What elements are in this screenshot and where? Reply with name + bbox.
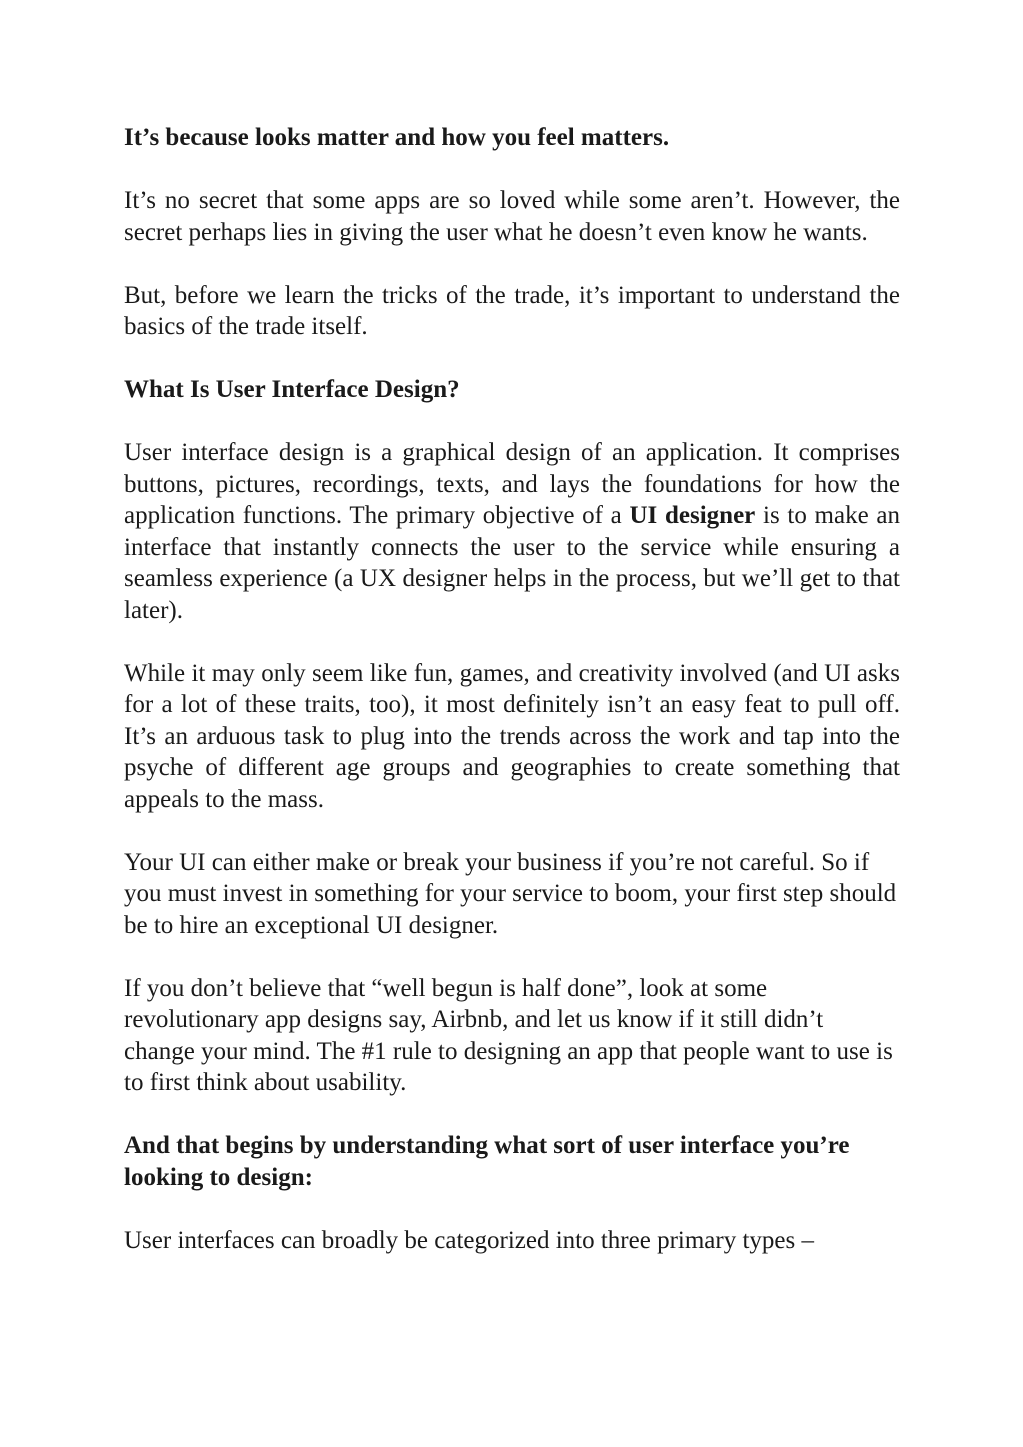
paragraph-fun-and-games: While it may only seem like fun, games, and creativity involved (and UI asks for a lot of these traits, too), it most definitely isn’t an easy feat to pull off. It’s an arduous task to plug into the trends across the work and tap into the psyche of different age groups and geographies to create something that appeals to the mass. — [124, 659, 900, 813]
ui-designer-bold-term: UI designer — [629, 502, 756, 529]
paragraph-make-or-break: Your UI can either make or break your business if you’re not careful. So if you must invest in something for your service to boom, your first step should be to hire an exceptional UI designer. — [124, 848, 897, 939]
paragraph-tricks-of-trade: But, before we learn the tricks of the trade, it’s important to understand the basics of the trade itself. — [124, 281, 900, 340]
heading-what-is-ui-design: What Is User Interface Design? — [124, 376, 460, 403]
paragraph-ui-definition — [124, 437, 900, 626]
heading-looks-matter: It’s because looks matter and how you feel matters. — [124, 124, 670, 151]
paragraph-ui-definition-part-2: is to make an interface that instantly connects the user to the service while ensuring a seamless experience (a UX designer helps in the process, but we’ll get to that later). — [124, 502, 901, 624]
paragraph-ui-definition-part-1: User interface design is a graphical design of an application. It comprises buttons, pictures, recordings, texts, and lays the foundations for how the application functions. The primary objective of a — [124, 439, 900, 529]
paragraph-no-secret: It’s no secret that some apps are so loved while some aren’t. However, the secret perhaps lies in giving the user what he doesn’t even know he wants. — [124, 187, 900, 246]
paragraph-three-primary-types: User interfaces can broadly be categorized into three primary types – — [124, 1226, 814, 1254]
heading-understanding-ui-types: And that begins by understanding what sort of user interface you’re looking to design: — [124, 1132, 850, 1191]
paragraph-well-begun: If you don’t believe that “well begun is half done”, look at some revolutionary app designs say, Airbnb, and let us know if it still didn’t change your mind. The #1 rule to designing an app that people want to use is to first think about usability. — [124, 974, 893, 1096]
document-page — [124, 122, 900, 1288]
